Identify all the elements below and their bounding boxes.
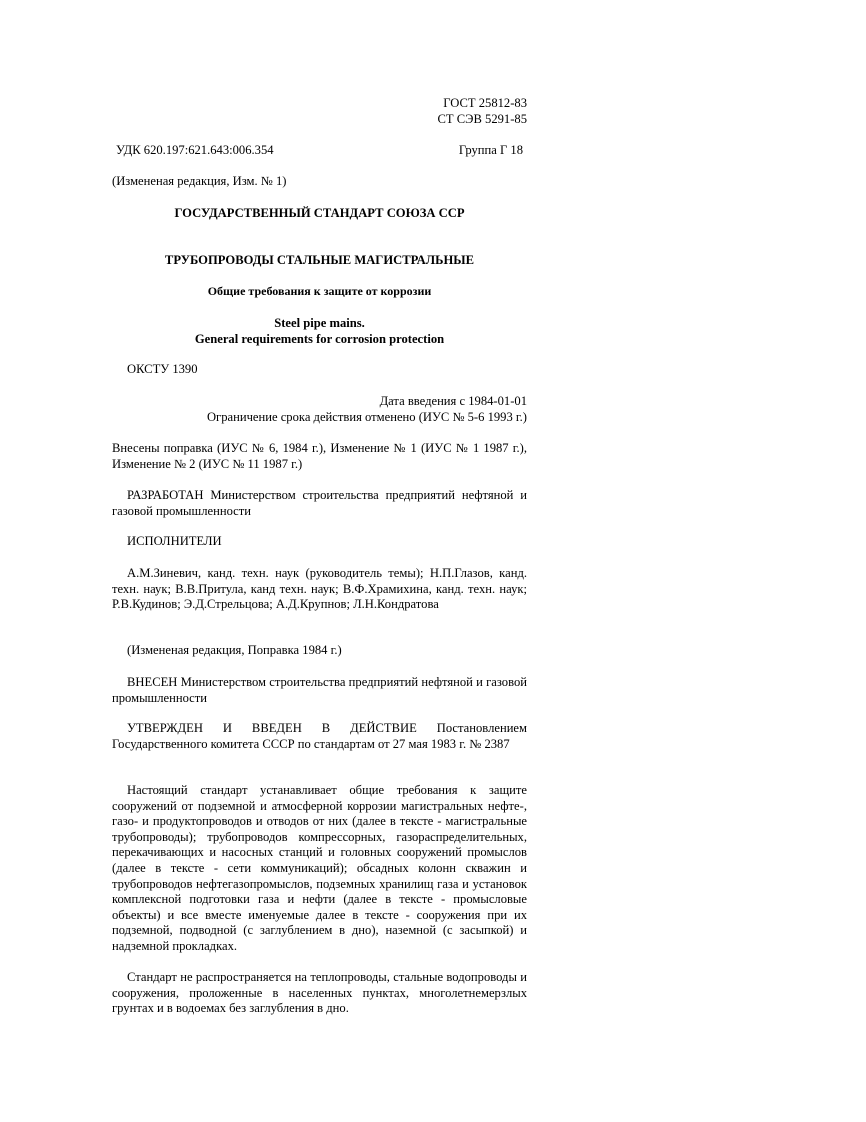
english-title: [112, 316, 527, 347]
amendments-paragraph: Внесены поправка (ИУС № 6, 1984 г.), Изменение № 1 (ИУС № 1 1987 г.), Изменение № 2 (ИУС № 11 1987 г.): [112, 441, 527, 471]
executors-paragraph: А.М.Зиневич, канд. техн. наук (руководитель темы); Н.П.Глазов, канд. техн. наук; В.В.Притула, канд техн. наук; В.Ф.Храмихина, канд. техн. наук; Р.В.Кудинов; Э.Д.Стрельцова; А.Д.Крупнов; Л.Н.Кондратова: [112, 566, 527, 612]
approved-paragraph: УТВЕРЖДЕН И ВВЕДЕН В ДЕЙСТВИЕ Постановлением Государственного комитета СССР по стандартам от 27 мая 1983 г. № 2387: [112, 721, 527, 751]
standard-codes: [112, 96, 527, 127]
english-title-line-1: Steel pipe mains.: [274, 316, 365, 330]
okstu-code: ОКСТУ 1390: [127, 362, 198, 376]
developed-paragraph: РАЗРАБОТАН Министерством строительства предприятий нефтяной и газовой промышленности: [112, 488, 527, 518]
state-standard-heading: ГОСУДАРСТВЕННЫЙ СТАНДАРТ СОЮЗА ССР: [174, 206, 465, 220]
gost-number: ГОСТ 25812-83: [443, 96, 527, 110]
dates-block: [112, 394, 527, 425]
udk-code: УДК 620.197:621.643:006.354: [116, 143, 274, 157]
udk-group-row: [116, 143, 523, 159]
validity-limit-note: Ограничение срока действия отменено (ИУС № 5-6 1993 г.): [206, 409, 527, 424]
st-sev-number: СТ СЭВ 5291-85: [437, 111, 527, 126]
executors-label: ИСПОЛНИТЕЛИ: [127, 534, 222, 548]
exclusion-paragraph: Стандарт не распространяется на теплопроводы, стальные водопроводы и сооружения, проложенные в населенных пунктах, многолетнемерзлых грунтах и в водоемах без заглубления в дно.: [112, 970, 527, 1016]
edition-note-2: (Измененая редакция, Поправка 1984 г.): [127, 643, 342, 657]
document-subtitle: Общие требования к защите от коррозии: [207, 284, 432, 298]
introduced-paragraph: ВНЕСЕН Министерством строительства предприятий нефтяной и газовой промышленности: [112, 675, 527, 705]
document-title: ТРУБОПРОВОДЫ СТАЛЬНЫЕ МАГИСТРАЛЬНЫЕ: [164, 253, 475, 267]
edition-note: (Измененая редакция, Изм. № 1): [112, 174, 287, 188]
group-code: Группа Г 18: [458, 143, 523, 157]
scope-paragraph: Настоящий стандарт устанавливает общие требования к защите сооружений от подземной и атмосферной коррозии магистральных нефте-, газо- и продуктопроводов и отводов от них (далее в тексте - магистральные трубопроводы); трубопроводов компрессорных, газораспределительных, перекачивающих и насосных станций и головных сооружений промыслов (далее в тексте - сети коммуникаций); обсадных колонн скважин и трубопроводов нефтегазопромыслов, подземных хранилищ газа и установок комплексной подготовки газа и нефти (далее в тексте - промысловые объекты) и все вместе именуемые далее в тексте - сооружения при их подземной, подводной (с заглублением в дно), наземной (с засыпкой) и надземной прокладках.: [112, 783, 527, 953]
introduction-date: Дата введения с 1984-01-01: [379, 394, 527, 408]
english-title-line-2: General requirements for corrosion protection: [194, 331, 445, 346]
